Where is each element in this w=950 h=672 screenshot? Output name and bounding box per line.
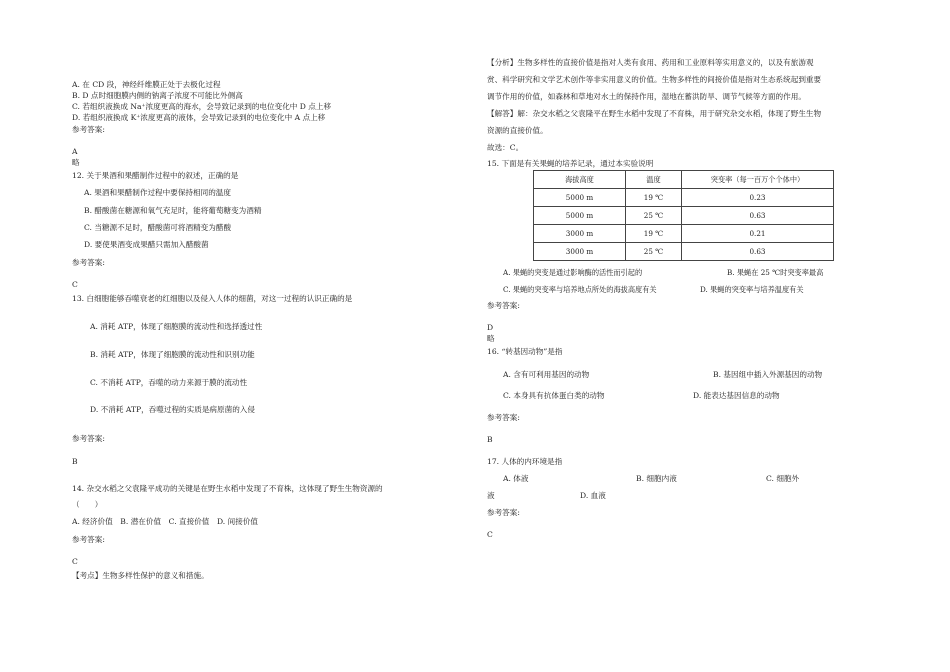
q14-stem: 14. 杂交水稻之父袁隆平成功的关键是在野生水稻中发现了不育株，这体现了野生生物资源的 [72, 484, 383, 493]
q17-option-a: A. 体液 [503, 474, 529, 483]
q15-option-d: D. 果蝇的突变率与培养温度有关 [700, 285, 804, 294]
table-cell: 3000 m [534, 225, 626, 243]
q13-option-b: B. 消耗 ATP，体现了细胞膜的流动性和识别功能 [90, 350, 255, 359]
table-cell: 25 ℃ [626, 243, 682, 261]
q11-option-d: D. 若组织液换成 K⁺浓度更高的液体，会导致记录到的电位变化中 A 点上移 [72, 113, 326, 122]
table-row [534, 243, 834, 261]
q15-option-b: B. 果蝇在 25 ℃时突变率最高 [727, 268, 824, 277]
table-cell: 3000 m [534, 243, 626, 261]
table-cell: 25 ℃ [626, 207, 682, 225]
q13-option-d: D. 不消耗 ATP，吞噬过程的实质是病原菌的入侵 [90, 405, 255, 414]
q16-ref-label: 参考答案: [487, 413, 520, 422]
q16-option-c: C. 本身具有抗体蛋白类的动物 [503, 391, 605, 400]
table-cell: 19 ℃ [626, 189, 682, 207]
q14-paren: （ ） [72, 500, 103, 509]
q13-ref-label: 参考答案: [72, 434, 105, 443]
q11-note: 略 [72, 158, 80, 167]
q12-option-c: C. 当糖源不足时，醋酸菌可将酒精变为醋酸 [84, 223, 232, 232]
table-cell: 19 ℃ [626, 225, 682, 243]
table-row [534, 189, 834, 207]
q17-answer: C [487, 530, 493, 539]
q14-solution-line-2: 资源的直接价值。 [487, 126, 548, 135]
q13-stem: 13. 白细胞能够吞噬衰老的红细胞以及侵入人体的细菌，对这一过程的认识正确的是 [72, 294, 353, 303]
q14-ref-label: 参考答案: [72, 535, 105, 544]
table-header-mutation-rate: 突变率（每一百万个个体中） [682, 171, 834, 189]
q14-analysis-line-3: 调节作用的价值，如森林和草地对水土的保持作用，湿地在蓄洪防旱、调节气候等方面的作用。 [487, 92, 806, 101]
table-cell: 5000 m [534, 189, 626, 207]
q16-option-d: D. 能表达基因信息的动物 [693, 391, 780, 400]
table-header-altitude: 海拔高度 [534, 171, 626, 189]
q16-option-a: A. 含有可利用基因的动物 [503, 370, 590, 379]
q12-option-b: B. 醋酸菌在糖源和氧气充足时，能将葡萄糖变为酒精 [84, 206, 262, 215]
q17-option-b: B. 细胞内液 [636, 474, 677, 483]
q12-option-d: D. 要使果酒变成果醋只需加入醋酸菌 [84, 240, 209, 249]
q12-option-a: A. 果酒和果醋制作过程中要保持相同的温度 [84, 188, 231, 197]
q14-key-point: 【考点】生物多样性保护的意义和措施。 [72, 571, 209, 580]
q14-analysis-line-2: 赏、科学研究和文学艺术创作等非实用意义的价值。生物多样性的间接价值是指对生态系统起到重要 [487, 75, 822, 84]
q12-ref-label: 参考答案: [72, 258, 105, 267]
q16-option-b: B. 基因组中插入外源基因的动物 [713, 370, 823, 379]
q11-answer: A [72, 147, 78, 156]
table-cell: 0.63 [682, 243, 834, 261]
q15-ref-label: 参考答案: [487, 301, 520, 310]
q15-stem: 15. 下面是有关果蝇的培养记录，通过本实验说明 [487, 159, 654, 168]
table-cell: 0.63 [682, 207, 834, 225]
q17-option-c: C. 细胞外 [766, 474, 800, 483]
table-row [534, 207, 834, 225]
q13-option-a: A. 消耗 ATP，体现了细胞膜的流动性和选择透过性 [90, 322, 263, 331]
table-header-row [534, 171, 834, 189]
q15-note: 略 [487, 334, 495, 343]
table-cell: 0.21 [682, 225, 834, 243]
table-cell: 0.23 [682, 189, 834, 207]
q15-answer: D [487, 323, 494, 332]
q12-stem: 12. 关于果酒和果醋制作过程中的叙述，正确的是 [72, 171, 239, 180]
q17-ref-label: 参考答案: [487, 508, 520, 517]
q14-choice: 故选：C。 [487, 143, 524, 152]
table-cell: 5000 m [534, 207, 626, 225]
q17-stem: 17. 人体的内环境是指 [487, 457, 563, 466]
q11-ref-label: 参考答案: [72, 125, 105, 134]
q16-stem: 16. “转基因动物”是指 [487, 347, 563, 356]
q13-answer: B [72, 457, 78, 466]
table-row [534, 225, 834, 243]
q17-option-d: D. 血液 [580, 491, 606, 500]
q16-answer: B [487, 435, 493, 444]
table-header-temperature: 温度 [626, 171, 682, 189]
q11-option-b: B. D 点时细胞膜内侧的钠离子浓度不可能比外侧高 [72, 91, 243, 100]
q12-answer: C [72, 280, 78, 289]
q11-option-c: C. 若组织液换成 Na⁺浓度更高的海水，会导致记录到的电位变化中 D 点上移 [72, 102, 332, 111]
q15-option-a: A. 果蝇的突变是通过影响酶的活性而引起的 [503, 268, 643, 277]
q17-option-c-cont: 液 [487, 491, 495, 500]
q14-answer: C [72, 557, 78, 566]
q15-data-table [533, 170, 834, 261]
q14-options: A. 经济价值 B. 潜在价值 C. 直接价值 D. 间接价值 [72, 517, 259, 526]
q11-option-a: A. 在 CD 段，神经纤维膜正处于去极化过程 [72, 80, 221, 89]
q15-option-c: C. 果蝇的突变率与培养地点所处的海拔高度有关 [503, 285, 657, 294]
q13-option-c: C. 不消耗 ATP，吞噬的动力来源于膜的流动性 [90, 378, 248, 387]
q14-solution-line-1: 【解答】解：杂交水稻之父袁隆平在野生水稻中发现了不育株，用于研究杂交水稻，体现了野生生物 [487, 109, 822, 118]
q14-analysis-line-1: 【分析】生物多样性的直接价值是指对人类有食用、药用和工业原料等实用意义的，以及有旅游观 [487, 58, 814, 67]
